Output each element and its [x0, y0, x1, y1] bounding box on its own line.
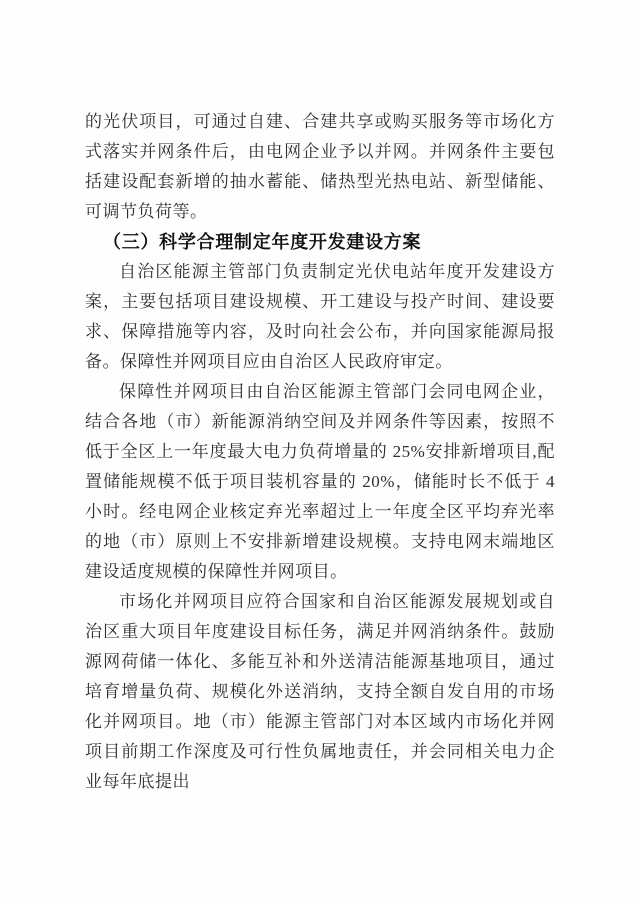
document-content — [85, 107, 555, 797]
paragraph: 市场化并网项目应符合国家和自治区能源发展规划或自治区重大项目年度建设目标任务，满足并网消纳条件。鼓励源网荷储一体化、多能互补和外送清洁能源基地项目，通过培育增量负荷、规模化外送消纳，支持全额自发自用的市场化并网项目。地（市）能源主管部门对本区域内市场化并网项目前期工作深度及可行性负属地责任，并会同相关电力企业每年底提出 — [85, 592, 555, 791]
paragraph-continuation: 的光伏项目，可通过自建、合建共享或购买服务等市场化方式落实并网条件后，由电网企业予以并网。并网条件主要包括建设配套新增的抽水蓄能、储热型光热电站、新型储能、可调节负荷等。 — [85, 112, 555, 221]
section-heading: （三）科学合理制定年度开发建设方案 — [103, 232, 422, 252]
paragraph: 自治区能源主管部门负责制定光伏电站年度开发建设方案，主要包括项目建设规模、开工建设与投产时间、建设要求、保障措施等内容，及时向社会公布，并向国家能源局报备。保障性并网项目应由自治区人民政府审定。 — [85, 262, 555, 371]
paragraph: 保障性并网项目由自治区能源主管部门会同电网企业，结合各地（市）新能源消纳空间及并网条件等因素，按照不低于全区上一年度最大电力负荷增量的 25%安排新增项目,配置储能规模不低于项目装机容量的 20%，储能时长不低于 4 小时。经电网企业核定弃光率超过上一年度全区平均弃光率的地（市）原则上不安排新增建设规模。支持电网末端地区建设适度规模的保障性并网项目。 — [85, 382, 555, 581]
